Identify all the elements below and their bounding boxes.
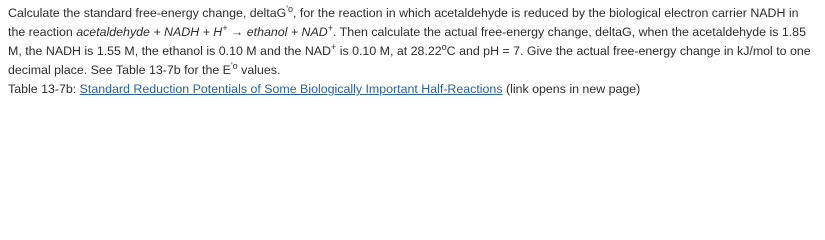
proton-charge-superscript: +: [222, 23, 228, 33]
reduction-potentials-link[interactable]: Standard Reduction Potentials of Some Biologically Important Half-Reactions: [79, 82, 503, 96]
question-part-6: values.: [237, 63, 281, 77]
question-part-5: C and pH = 7. Give the actual free-energy change in kJ/mol to one decimal place. See Table 13-7b for the E: [8, 44, 811, 77]
question-part-4: is 0.10 M, at 28.22: [336, 44, 442, 58]
degree-superscript: o: [441, 42, 447, 52]
nad-plus-superscript: +: [331, 42, 337, 52]
question-part-1: Calculate the standard free-energy change, deltaG: [8, 6, 287, 20]
link-note: (link opens in new page): [502, 82, 641, 96]
reaction-equation: [76, 25, 333, 39]
reaction-products: ethanol + NAD: [246, 25, 328, 39]
question-text: [8, 4, 813, 80]
prime-naught-superscript: 'o: [286, 4, 294, 14]
table-reference-prefix: Table 13-7b:: [8, 82, 80, 96]
table-reference: [8, 80, 813, 99]
e-prime-naught-superscript: 'o: [230, 61, 238, 71]
question-part-2: , for the reaction in which acetaldehyde is reduced by the biological electron carrier NADH in the reaction: [8, 6, 799, 39]
reaction-arrow: →: [227, 25, 247, 39]
reaction-reactants: acetaldehyde + NADH + H: [76, 25, 223, 39]
nad-charge-superscript: +: [327, 23, 333, 33]
question-part-3: . Then calculate the actual free-energy change, deltaG, when the acetaldehyde is 1.85 M, the NADH is 1.55 M, the ethanol is 0.10 M and the NAD: [8, 25, 806, 58]
